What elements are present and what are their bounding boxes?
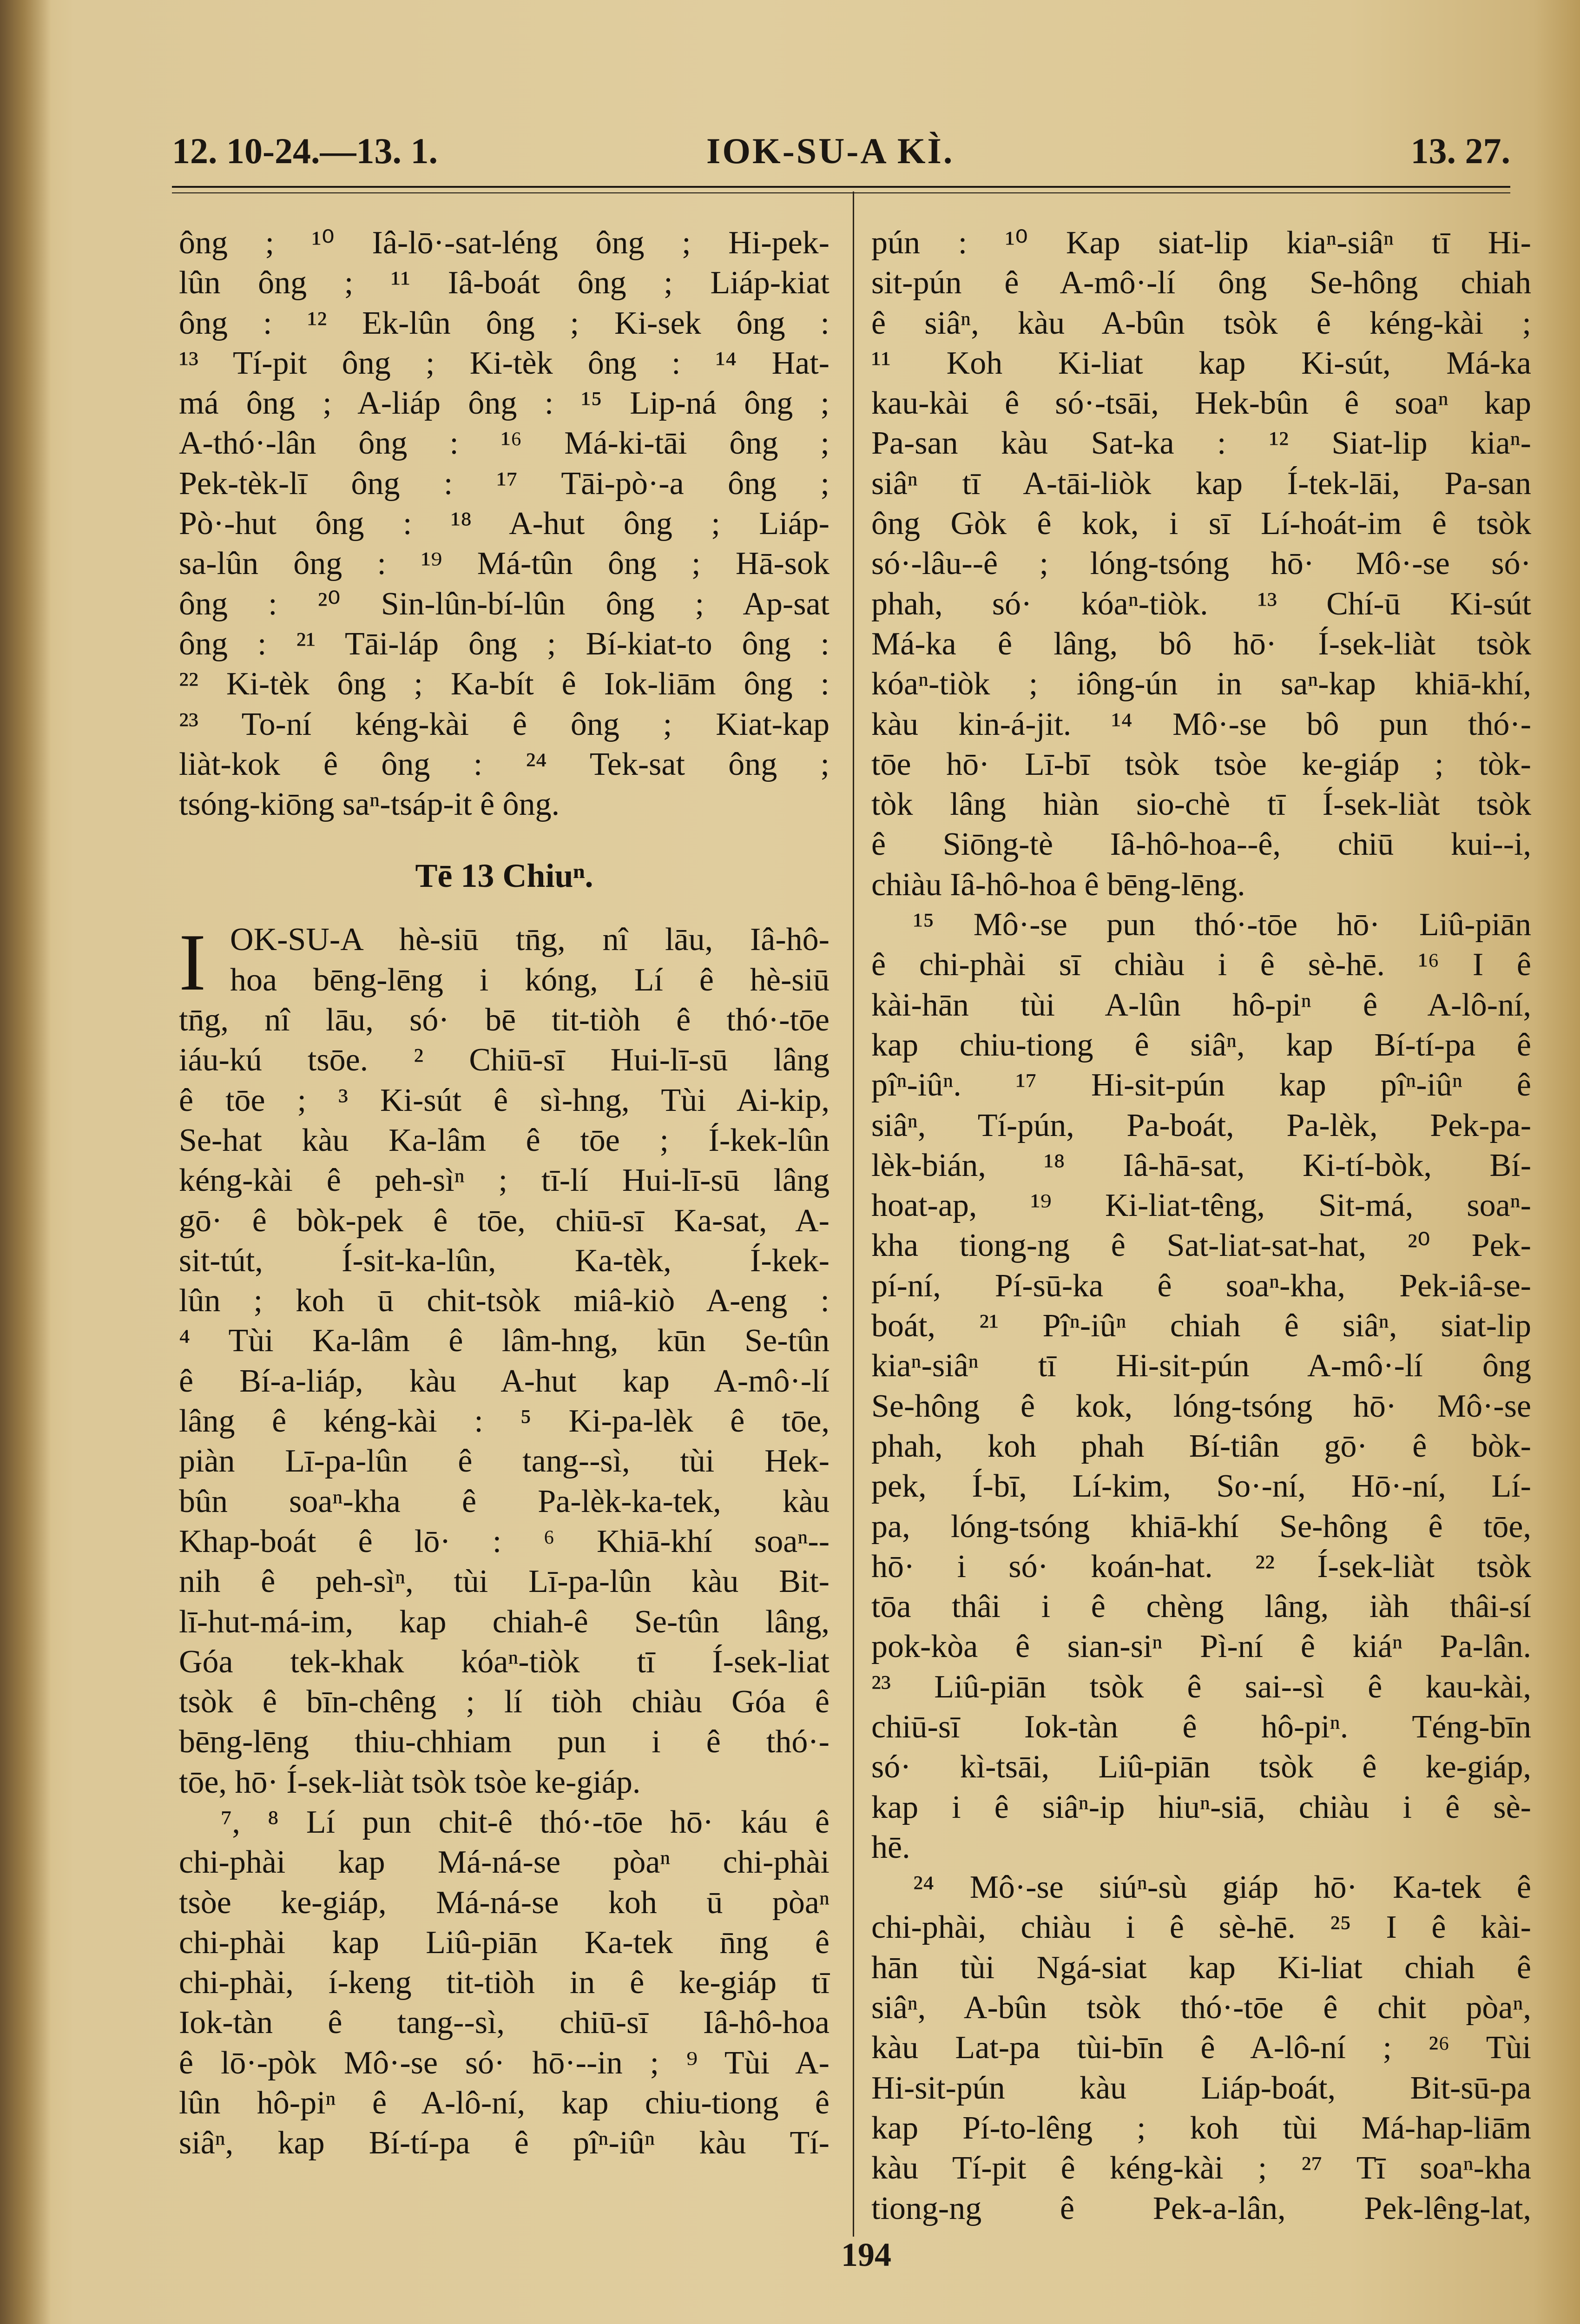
- text-line: ⁷, ⁸ Lí pun chit-ê thó·-tōe hō· káu ê: [221, 1804, 830, 1840]
- text-line: bûn soaⁿ-kha ê Pa-lèk-ka-tek, kàu: [179, 1483, 830, 1519]
- text-line: tsóng-kiōng saⁿ-tsáp-it ê ông.: [179, 786, 560, 823]
- text-line: ê siâⁿ, kàu A-bûn tsòk ê kéng-kài ;: [871, 305, 1531, 341]
- text-line: Má-ka ê lâng, bô hō· Í-sek-liàt tsòk: [871, 626, 1531, 662]
- text-line: kàu kin-á-jit. ¹⁴ Mô·-se bô pun thó·-: [871, 706, 1531, 742]
- left-column-verse-7-text: [179, 1802, 830, 2164]
- right-column-verses-24-27: [871, 1868, 1531, 2229]
- text-line: siâⁿ, A-bûn tsòk thó·-tōe ê chit pòaⁿ,: [871, 1990, 1531, 2026]
- text-line: kha tiong-ng ê Sat-liat-sat-hat, ²⁰ Pek-: [871, 1228, 1531, 1264]
- text-line: Hi-sit-pún kàu Liáp-boát, Bit-sū-pa: [871, 2070, 1531, 2106]
- text-line: tōe, hō· Í-sek-liàt tsòk tsòe ke-giáp.: [179, 1764, 641, 1800]
- text-line: sit-pún ê A-mô·-lí ông Se-hông chiah: [871, 265, 1531, 301]
- text-line: pí-ní, Pí-sū-ka ê soaⁿ-kha, Pek-iâ-se-: [871, 1268, 1531, 1304]
- text-line: Iok-tàn ê tang--sì, chiū-sī Iâ-hô-hoa: [179, 2005, 830, 2041]
- text-line: kap i ê siâⁿ-ip hiuⁿ-siā, chiàu i ê sè-: [871, 1789, 1531, 1825]
- text-line: chi-phài, chiàu i ê sè-hē. ²⁵ I ê kài-: [871, 1909, 1531, 1946]
- left-column: [179, 223, 830, 2164]
- text-line: só·-lâu--ê ; lóng-tsóng hō· Mô·-se só·: [871, 546, 1531, 582]
- text-line: ông : ²¹ Tāi-láp ông ; Bí-kiat-to ông :: [179, 626, 830, 662]
- text-line: lī-hut-má-im, kap chiah-ê Se-tûn lâng,: [179, 1604, 830, 1640]
- text-line: iáu-kú tsōe. ² Chiū-sī Hui-lī-sū lâng: [179, 1042, 830, 1078]
- text-line: siâⁿ, kap Bí-tí-pa ê pîⁿ-iûⁿ kàu Tí-: [179, 2125, 830, 2161]
- text-line: tn̄g, nî lāu, só· bē tit-tiòh ê thó·-tōe: [179, 1002, 830, 1038]
- text-line: liàt-kok ê ông : ²⁴ Tek-sat ông ;: [179, 746, 830, 782]
- text-line: sa-lûn ông : ¹⁹ Má-tûn ông ; Hā-sok: [179, 546, 830, 582]
- left-column-body-text: [179, 1000, 830, 1802]
- text-line: ông : ¹² Ek-lûn ông ; Ki-sek ông :: [179, 305, 830, 341]
- text-line: tiong-ng ê Pek-a-lân, Pek-lêng-lat,: [871, 2190, 1531, 2226]
- text-line: Pa-san kàu Sat-ka : ¹² Siat-lip kiaⁿ-: [871, 425, 1531, 462]
- header-left-reference: 12. 10-24.—13. 1.: [172, 131, 438, 171]
- text-line: hoat-ap, ¹⁹ Ki-liat-têng, Sit-má, soaⁿ-: [871, 1188, 1531, 1224]
- text-line: Se-hat kàu Ka-lâm ê tōe ; Í-kek-lûn: [179, 1122, 830, 1158]
- text-line: ²² Ki-tèk ông ; Ka-bít ê Iok-liām ông :: [179, 666, 830, 702]
- text-line: pok-kòa ê sian-siⁿ Pì-ní ê kiáⁿ Pa-lân.: [871, 1629, 1531, 1665]
- text-line: chi-phài kap Liû-piān Ka-tek n̄ng ê: [179, 1924, 830, 1961]
- text-line: hō· i só· koán-hat. ²² Í-sek-liàt tsòk: [871, 1548, 1531, 1585]
- text-line: hoa bēng-lēng i kóng, Lí ê hè-siū: [230, 962, 830, 998]
- right-column: [871, 223, 1531, 2229]
- text-line: pek, Í-bī, Lí-kim, So·-ní, Hō·-ní, Lí-: [871, 1468, 1531, 1505]
- text-line: pîⁿ-iûⁿ. ¹⁷ Hi-sit-pún kap pîⁿ-iûⁿ ê: [871, 1067, 1531, 1103]
- text-line: ông : ²⁰ Sin-lûn-bí-lûn ông ; Ap-sat: [179, 586, 830, 622]
- right-column-verses-15-23: [871, 905, 1531, 1868]
- text-line: ê Bí-a-liáp, kàu A-hut kap A-mô·-lí: [179, 1363, 830, 1399]
- text-line: tsòe ke-giáp, Má-ná-se koh ū pòaⁿ: [179, 1884, 830, 1921]
- text-line: ông ; ¹⁰ Iâ-lō·-sat-léng ông ; Hi-pek-: [179, 225, 830, 261]
- text-line: chi-phài, í-keng tit-tiòh in ê ke-giáp tī: [179, 1965, 830, 2001]
- header-rule: [172, 186, 1510, 193]
- drop-cap: I: [179, 917, 206, 1008]
- text-line: kau-kài ê só·-tsāi, Hek-bûn ê soaⁿ kap: [871, 385, 1531, 422]
- text-line: hē.: [871, 1829, 910, 1865]
- text-line: Góa tek-khak kóaⁿ-tiòk tī Í-sek-liat: [179, 1644, 830, 1680]
- text-line: tsòk ê bīn-chêng ; lí tiòh chiàu Góa ê: [179, 1684, 830, 1720]
- chapter-heading: Tē 13 Chiuⁿ.: [415, 857, 593, 895]
- text-line: kap Pí-to-lêng ; koh tùi Má-hap-liām: [871, 2110, 1531, 2146]
- text-line: boát, ²¹ Pîⁿ-iûⁿ chiah ê siâⁿ, siat-lip: [871, 1308, 1531, 1344]
- header-right-reference: 13. 27.: [1410, 131, 1510, 171]
- page-number: 194: [841, 2236, 891, 2273]
- text-line: pún : ¹⁰ Kap siat-lip kiaⁿ-siâⁿ tī Hi-: [871, 225, 1531, 261]
- text-line: chiàu Iâ-hô-hoa ê bēng-lēng.: [871, 866, 1245, 903]
- text-line: sit-tút, Í-sit-ka-lûn, Ka-tèk, Í-kek-: [179, 1242, 830, 1279]
- text-line: kàu Tí-pit ê kéng-kài ; ²⁷ Tī soaⁿ-kha: [871, 2150, 1531, 2186]
- text-line: bēng-lēng thiu-chhiam pun i ê thó·-: [179, 1724, 830, 1760]
- text-line: lâng ê kéng-kài : ⁵ Ki-pa-lèk ê tōe,: [179, 1403, 830, 1439]
- text-line: kap chiu-tiong ê siâⁿ, kap Bí-tí-pa ê: [871, 1027, 1531, 1063]
- text-line: OK-SU-A hè-siū tn̄g, nî lāu, Iâ-hô-: [230, 922, 830, 958]
- text-line: só· kì-tsāi, Liû-piān tsòk ê ke-giáp,: [871, 1749, 1531, 1785]
- text-line: kàu Lat-pa tùi-bīn ê A-lô-ní ; ²⁶ Tùi: [871, 2030, 1531, 2066]
- text-line: chiū-sī Iok-tàn ê hô-piⁿ. Téng-bīn: [871, 1709, 1531, 1745]
- text-line: kóaⁿ-tiòk ; iông-ún in saⁿ-kap khiā-khí,: [871, 666, 1531, 702]
- text-line: A-thó·-lân ông : ¹⁶ Má-ki-tāi ông ;: [179, 425, 830, 462]
- chapter-opening: [179, 917, 830, 1008]
- header-book-title: IOK-SU-A KÌ.: [706, 131, 955, 171]
- text-line: phah, koh phah Bí-tiân gō· ê bòk-: [871, 1428, 1531, 1464]
- text-line: ¹³ Tí-pit ông ; Ki-tèk ông : ¹⁴ Hat-: [179, 345, 830, 381]
- text-line: lèk-bián, ¹⁸ Iâ-hā-sat, Ki-tí-bòk, Bí-: [871, 1147, 1531, 1183]
- text-line: tōa thâi i ê chèng lâng, iàh thâi-sí: [871, 1589, 1531, 1625]
- text-line: phah, só· kóaⁿ-tiòk. ¹³ Chí-ū Ki-sút: [871, 586, 1531, 622]
- text-line: ê tōe ; ³ Ki-sút ê sì-hng, Tùi Ai-kip,: [179, 1082, 830, 1118]
- book-gutter: [0, 0, 51, 2324]
- text-line: hān tùi Ngá-siat kap Ki-liat chiah ê: [871, 1949, 1531, 1986]
- text-line: má ông ; A-liáp ông : ¹⁵ Lip-ná ông ;: [179, 385, 830, 422]
- text-line: ê lō·-pòk Mô·-se só· hō·--in ; ⁹ Tùi A-: [179, 2045, 830, 2081]
- text-line: tòk lâng hiàn sio-chè tī Í-sek-liàt tsòk: [871, 786, 1531, 823]
- text-line: ¹⁵ Mô·-se pun thó·-tōe hō· Liû-piān: [913, 907, 1531, 943]
- text-line: lûn ; koh ū chit-tsòk miâ-kiò A-eng :: [179, 1283, 830, 1319]
- text-line: ²⁴ Mô·-se siúⁿ-sù giáp hō· Ka-tek ê: [913, 1869, 1531, 1906]
- text-line: Khap-boát ê lō· : ⁶ Khiā-khí soaⁿ--: [179, 1523, 830, 1559]
- text-line: Pek-tèk-lī ông : ¹⁷ Tāi-pò·-a ông ;: [179, 465, 830, 502]
- text-line: lûn hô-piⁿ ê A-lô-ní, kap chiu-tiong ê: [179, 2085, 830, 2121]
- text-line: ông Gòk ê kok, i sī Lí-hoát-im ê tsòk: [871, 506, 1531, 542]
- text-line: gō· ê bòk-pek ê tōe, chiū-sī Ka-sat, A-: [179, 1202, 830, 1239]
- text-line: siâⁿ, Tí-pún, Pa-boát, Pa-lèk, Pek-pa-: [871, 1107, 1531, 1143]
- right-column-verses-10-14: [871, 223, 1531, 905]
- text-line: chi-phài kap Má-ná-se pòaⁿ chi-phài: [179, 1844, 830, 1881]
- text-line: Pò·-hut ông : ¹⁸ A-hut ông ; Liáp-: [179, 506, 830, 542]
- text-line: ê chi-phài sī chiàu i ê sè-hē. ¹⁶ I ê: [871, 947, 1531, 983]
- running-header: [172, 130, 1510, 186]
- text-line: ²³ Liû-piān tsòk ê sai--sì ê kau-kài,: [871, 1669, 1531, 1705]
- text-line: ²³ To-ní kéng-kài ê ông ; Kiat-kap: [179, 706, 830, 742]
- text-line: ¹¹ Koh Ki-liat kap Ki-sút, Má-ka: [871, 345, 1531, 381]
- text-line: ê Siōng-tè Iâ-hô-hoa--ê, chiū kui--i,: [871, 826, 1531, 863]
- text-line: nih ê peh-sìⁿ, tùi Lī-pa-lûn kàu Bit-: [179, 1564, 830, 1600]
- text-line: kiaⁿ-siâⁿ tī Hi-sit-pún A-mô·-lí ông: [871, 1348, 1531, 1384]
- text-line: pa, lóng-tsóng khiā-khí Se-hông ê tōe,: [871, 1508, 1531, 1545]
- text-line: tōe hō· Lī-bī tsòk tsòe ke-giáp ; tòk-: [871, 746, 1531, 782]
- text-line: siâⁿ tī A-tāi-liòk kap Í-tek-lāi, Pa-san: [871, 465, 1531, 502]
- text-line: piàn Lī-pa-lûn ê tang--sì, tùi Hek-: [179, 1443, 830, 1479]
- drop-cap-lines: [179, 917, 830, 1008]
- left-column-top-text: [179, 223, 830, 825]
- column-divider: [853, 191, 854, 2237]
- text-line: lûn ông ; ¹¹ Iâ-boát ông ; Liáp-kiat: [179, 265, 830, 301]
- text-line: kài-hān tùi A-lûn hô-piⁿ ê A-lô-ní,: [871, 987, 1531, 1023]
- text-line: Se-hông ê kok, lóng-tsóng hō· Mô·-se: [871, 1388, 1531, 1424]
- text-line: kéng-kài ê peh-sìⁿ ; tī-lí Hui-lī-sū lâng: [179, 1162, 830, 1199]
- text-line: ⁴ Tùi Ka-lâm ê lâm-hng, kūn Se-tûn: [179, 1323, 830, 1359]
